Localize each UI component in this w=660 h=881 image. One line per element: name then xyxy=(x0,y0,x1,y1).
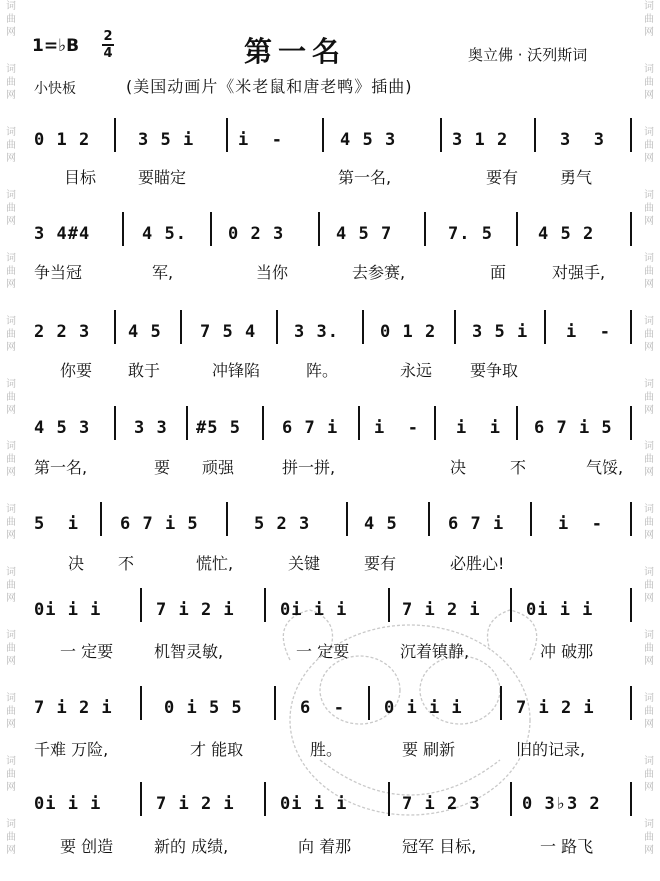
watermark-char: 曲 xyxy=(644,831,654,843)
lyrics-row xyxy=(30,455,630,479)
watermark-char: 曲 xyxy=(644,76,654,88)
watermark-char: 词 xyxy=(6,693,16,705)
watermark-char: 词 xyxy=(6,1,16,12)
notation-measure: 3 1 2 xyxy=(452,130,509,150)
barline xyxy=(140,782,142,816)
barline xyxy=(368,686,370,720)
barline xyxy=(322,118,324,152)
notation-measure: 7 i 2 i xyxy=(156,794,235,814)
notation-measure: 0i i i xyxy=(34,794,102,814)
lyric-text: 要 刷新 xyxy=(402,740,456,759)
notation-measure: 3 3. xyxy=(294,322,339,342)
watermark-char: 词 xyxy=(644,441,654,453)
lyric-text: 旧的记录, xyxy=(516,740,586,759)
lyric-text: 一 定要 xyxy=(296,642,350,661)
lyric-text: 一 路飞 xyxy=(540,837,594,856)
notation-measure: 0 3♭3 2 xyxy=(522,794,601,814)
watermark-char: 词 xyxy=(6,378,16,390)
lyric-text: 冠军 目标, xyxy=(402,837,477,856)
notation-measure: 0i i i xyxy=(34,600,102,620)
tempo-marking: 小快板 xyxy=(34,81,76,97)
notation-measure: 6 7 i 5 xyxy=(534,418,613,438)
barline xyxy=(630,406,632,440)
song-title: 第一名 xyxy=(244,35,347,68)
notation-measure: 5 i xyxy=(34,514,79,534)
lyrics-row xyxy=(30,358,630,382)
watermark-char: 曲 xyxy=(6,139,16,151)
watermark-char: 词 xyxy=(644,630,654,642)
lyric-text: 气馁, xyxy=(586,458,624,477)
lyricist-credit: 奥立佛 · 沃列斯词 xyxy=(468,46,588,64)
notation-measure: 2 2 3 xyxy=(34,322,91,342)
lyric-text: 你要 xyxy=(60,361,93,380)
barline xyxy=(630,310,632,344)
watermark-char: 词 xyxy=(6,756,16,768)
watermark-char: 曲 xyxy=(6,643,16,655)
lyric-text: 要瞄定 xyxy=(138,168,187,187)
lyric-text: 目标 xyxy=(64,168,97,187)
notation-measure: 4 5 xyxy=(128,322,162,342)
barline xyxy=(630,686,632,720)
watermark-char: 曲 xyxy=(6,517,16,529)
watermark-char: 曲 xyxy=(6,831,16,843)
notation-measure: 7. 5 xyxy=(448,224,493,244)
notation-measure: 3 3 xyxy=(134,418,168,438)
notation-row xyxy=(30,416,630,446)
lyric-text: 慌忙, xyxy=(196,554,234,573)
notation-measure: 6 7 i xyxy=(448,514,505,534)
watermark-char: 网 xyxy=(6,467,16,479)
watermark-char: 词 xyxy=(644,63,654,75)
barline xyxy=(428,502,430,536)
watermark-char: 词 xyxy=(644,818,654,830)
watermark-char: 网 xyxy=(644,467,654,479)
lyric-text: 第一名, xyxy=(34,458,88,477)
watermark-char: 曲 xyxy=(644,454,654,466)
notation-measure: i - xyxy=(558,514,603,534)
barline xyxy=(510,782,512,816)
lyric-text: 关键 xyxy=(288,554,321,573)
watermark-char: 曲 xyxy=(6,14,16,25)
watermark-char: 网 xyxy=(644,530,654,542)
watermark-char: 网 xyxy=(644,341,654,353)
notation-row xyxy=(30,792,630,822)
barline xyxy=(630,782,632,816)
watermark-right xyxy=(640,0,658,881)
barline xyxy=(262,406,264,440)
lyric-text: 必胜心! xyxy=(450,554,505,573)
watermark-left xyxy=(2,0,20,881)
barline xyxy=(318,212,320,246)
barline xyxy=(434,406,436,440)
lyrics-row xyxy=(30,165,630,189)
watermark-char: 网 xyxy=(6,593,16,605)
lyric-text: 敢于 xyxy=(128,361,161,380)
watermark-char: 网 xyxy=(6,89,16,101)
lyric-text: 要 xyxy=(154,458,171,477)
notation-measure: i i xyxy=(456,418,501,438)
watermark-char: 词 xyxy=(6,63,16,75)
lyric-text: 顽强 xyxy=(202,458,235,477)
lyric-text: 冲 破那 xyxy=(540,642,594,661)
notation-measure: 6 - xyxy=(300,698,345,718)
watermark-char: 词 xyxy=(644,504,654,516)
watermark-char: 词 xyxy=(644,693,654,705)
barline xyxy=(424,212,426,246)
watermark-char: 网 xyxy=(6,278,16,290)
watermark-char: 网 xyxy=(644,215,654,227)
notation-measure: 3 5 i xyxy=(472,322,529,342)
watermark-char: 网 xyxy=(6,27,16,38)
song-subtitle: (美国动画片《米老鼠和唐老鸭》插曲) xyxy=(126,77,413,96)
watermark-char: 网 xyxy=(6,152,16,164)
watermark-char: 网 xyxy=(644,152,654,164)
lyric-text: 军, xyxy=(152,263,174,282)
watermark-char: 词 xyxy=(6,252,16,264)
watermark-char: 词 xyxy=(6,126,16,138)
notation-measure: 6 7 i xyxy=(282,418,339,438)
lyric-text: 要有 xyxy=(486,168,519,187)
notation-measure: 7 i 2 i xyxy=(402,600,481,620)
notation-row xyxy=(30,598,630,628)
lyric-text: 对强手, xyxy=(552,263,606,282)
watermark-char: 网 xyxy=(6,404,16,416)
barline xyxy=(388,588,390,622)
watermark-char: 曲 xyxy=(644,706,654,718)
barline xyxy=(516,212,518,246)
notation-measure: 7 i 2 i xyxy=(156,600,235,620)
barline xyxy=(630,502,632,536)
watermark-char: 网 xyxy=(644,404,654,416)
watermark-char: 曲 xyxy=(6,454,16,466)
barline xyxy=(186,406,188,440)
notation-measure: 3 5 i xyxy=(138,130,195,150)
watermark-char: 词 xyxy=(644,126,654,138)
lyric-text: 要争取 xyxy=(470,361,519,380)
barline xyxy=(440,118,442,152)
lyric-text: 向 着那 xyxy=(298,837,352,856)
watermark-char: 词 xyxy=(644,378,654,390)
notation-measure: i - xyxy=(566,322,611,342)
barline xyxy=(358,406,360,440)
lyric-text: 不 xyxy=(510,458,527,477)
notation-measure: 7 i 2 i xyxy=(516,698,595,718)
watermark-char: 词 xyxy=(644,189,654,201)
notation-row xyxy=(30,512,630,542)
notation-measure: 0 2 3 xyxy=(228,224,285,244)
notation-measure: 0 1 2 xyxy=(380,322,437,342)
lyric-text: 要有 xyxy=(364,554,397,573)
barline xyxy=(362,310,364,344)
watermark-char: 网 xyxy=(6,215,16,227)
watermark-char: 曲 xyxy=(644,14,654,25)
watermark-char: 网 xyxy=(6,719,16,731)
barline xyxy=(114,406,116,440)
barline xyxy=(454,310,456,344)
notation-measure: 4 5. xyxy=(142,224,187,244)
watermark-char: 网 xyxy=(644,593,654,605)
lyric-text: 新的 成绩, xyxy=(154,837,229,856)
watermark-char: 网 xyxy=(6,782,16,794)
lyric-text: 面 xyxy=(490,263,507,282)
notation-measure: 6 7 i 5 xyxy=(120,514,199,534)
barline xyxy=(210,212,212,246)
barline xyxy=(346,502,348,536)
notation-measure: i - xyxy=(374,418,419,438)
watermark-char: 曲 xyxy=(644,391,654,403)
barline xyxy=(264,588,266,622)
watermark-char: 网 xyxy=(644,782,654,794)
lyric-text: 争当冠 xyxy=(34,263,83,282)
lyrics-row xyxy=(30,551,630,575)
notation-measure: 4 5 xyxy=(364,514,398,534)
watermark-char: 曲 xyxy=(644,580,654,592)
notation-row xyxy=(30,222,630,252)
lyric-text: 阵。 xyxy=(306,361,339,380)
watermark-char: 曲 xyxy=(6,580,16,592)
watermark-char: 曲 xyxy=(644,517,654,529)
lyric-text: 要 创造 xyxy=(60,837,114,856)
watermark-char: 曲 xyxy=(644,139,654,151)
notation-measure: 4 5 2 xyxy=(538,224,595,244)
lyric-text: 去参赛, xyxy=(352,263,406,282)
notation-measure: i - xyxy=(238,130,283,150)
watermark-char: 曲 xyxy=(6,265,16,277)
watermark-char: 网 xyxy=(6,844,16,856)
notation-measure: 7 i 2 i xyxy=(34,698,113,718)
lyric-text: 决 xyxy=(450,458,467,477)
key-signature: 1=♭B xyxy=(32,36,80,56)
notation-measure: 4 5 7 xyxy=(336,224,393,244)
notation-measure: 0i i i xyxy=(280,600,348,620)
notation-row xyxy=(30,696,630,726)
watermark-char: 词 xyxy=(6,189,16,201)
barline xyxy=(516,406,518,440)
barline xyxy=(276,310,278,344)
lyric-text: 决 xyxy=(68,554,85,573)
lyric-text: 才 能取 xyxy=(190,740,244,759)
lyric-text: 不 xyxy=(118,554,135,573)
watermark-char: 曲 xyxy=(6,202,16,214)
notation-measure: 0 i 5 5 xyxy=(164,698,243,718)
watermark-char: 词 xyxy=(6,567,16,579)
watermark-char: 曲 xyxy=(644,265,654,277)
watermark-char: 曲 xyxy=(644,769,654,781)
lyric-text: 第一名, xyxy=(338,168,392,187)
barline xyxy=(544,310,546,344)
barline xyxy=(630,118,632,152)
watermark-char: 网 xyxy=(644,844,654,856)
notation-row xyxy=(30,320,630,350)
barline xyxy=(122,212,124,246)
notation-measure: 0i i i xyxy=(526,600,594,620)
barline xyxy=(630,212,632,246)
watermark-char: 词 xyxy=(6,504,16,516)
lyric-text: 永远 xyxy=(400,361,433,380)
watermark-char: 曲 xyxy=(6,769,16,781)
barline xyxy=(226,118,228,152)
barline xyxy=(388,782,390,816)
watermark-char: 曲 xyxy=(6,76,16,88)
watermark-char: 网 xyxy=(6,530,16,542)
notation-measure: 4 5 3 xyxy=(34,418,91,438)
watermark-char: 网 xyxy=(644,89,654,101)
watermark-char: 曲 xyxy=(6,706,16,718)
watermark-char: 网 xyxy=(6,341,16,353)
notation-measure: 7 5 4 xyxy=(200,322,257,342)
barline xyxy=(530,502,532,536)
watermark-char: 词 xyxy=(6,441,16,453)
barline xyxy=(114,118,116,152)
watermark-char: 词 xyxy=(6,630,16,642)
watermark-char: 词 xyxy=(6,315,16,327)
lyric-text: 千难 万险, xyxy=(34,740,109,759)
watermark-char: 曲 xyxy=(6,391,16,403)
watermark-char: 词 xyxy=(6,818,16,830)
barline xyxy=(226,502,228,536)
watermark-char: 网 xyxy=(6,656,16,668)
watermark-char: 网 xyxy=(644,719,654,731)
lyric-text: 勇气 xyxy=(560,168,593,187)
notation-measure: 7 i 2 3 xyxy=(402,794,481,814)
barline xyxy=(140,588,142,622)
lyrics-row xyxy=(30,737,630,761)
lyrics-row xyxy=(30,639,630,663)
barline xyxy=(500,686,502,720)
watermark-char: 词 xyxy=(644,252,654,264)
barline xyxy=(534,118,536,152)
notation-measure: #5 5 xyxy=(196,418,241,438)
barline xyxy=(510,588,512,622)
barline xyxy=(114,310,116,344)
watermark-char: 网 xyxy=(644,27,654,38)
time-signature-top: 2 xyxy=(103,29,113,44)
watermark-char: 曲 xyxy=(644,202,654,214)
time-signature xyxy=(102,30,114,60)
notation-measure: 3 4#4 xyxy=(34,224,91,244)
watermark-char: 网 xyxy=(644,278,654,290)
barline xyxy=(274,686,276,720)
watermark-char: 词 xyxy=(644,567,654,579)
notation-measure: 0 1 2 xyxy=(34,130,91,150)
watermark-char: 词 xyxy=(644,756,654,768)
lyric-text: 沉着镇静, xyxy=(400,642,470,661)
notation-measure: 5 2 3 xyxy=(254,514,311,534)
watermark-char: 曲 xyxy=(644,643,654,655)
lyrics-row xyxy=(30,260,630,284)
watermark-char: 曲 xyxy=(644,328,654,340)
notation-row xyxy=(30,128,630,158)
watermark-char: 网 xyxy=(644,656,654,668)
lyric-text: 冲锋陷 xyxy=(212,361,261,380)
barline xyxy=(100,502,102,536)
barline xyxy=(180,310,182,344)
lyric-text: 拼一拼, xyxy=(282,458,336,477)
watermark-char: 曲 xyxy=(6,328,16,340)
notation-measure: 0i i i xyxy=(280,794,348,814)
barline xyxy=(264,782,266,816)
notation-measure: 3 3 xyxy=(560,130,605,150)
watermark-char: 词 xyxy=(644,315,654,327)
lyric-text: 胜。 xyxy=(310,740,343,759)
notation-measure: 0 i i i xyxy=(384,698,463,718)
barline xyxy=(140,686,142,720)
lyric-text: 一 定要 xyxy=(60,642,114,661)
notation-measure: 4 5 3 xyxy=(340,130,397,150)
watermark-char: 词 xyxy=(644,1,654,12)
time-signature-bottom: 4 xyxy=(103,46,113,61)
barline xyxy=(630,588,632,622)
lyrics-row xyxy=(30,834,630,858)
lyric-text: 当你 xyxy=(256,263,289,282)
lyric-text: 机智灵敏, xyxy=(154,642,224,661)
